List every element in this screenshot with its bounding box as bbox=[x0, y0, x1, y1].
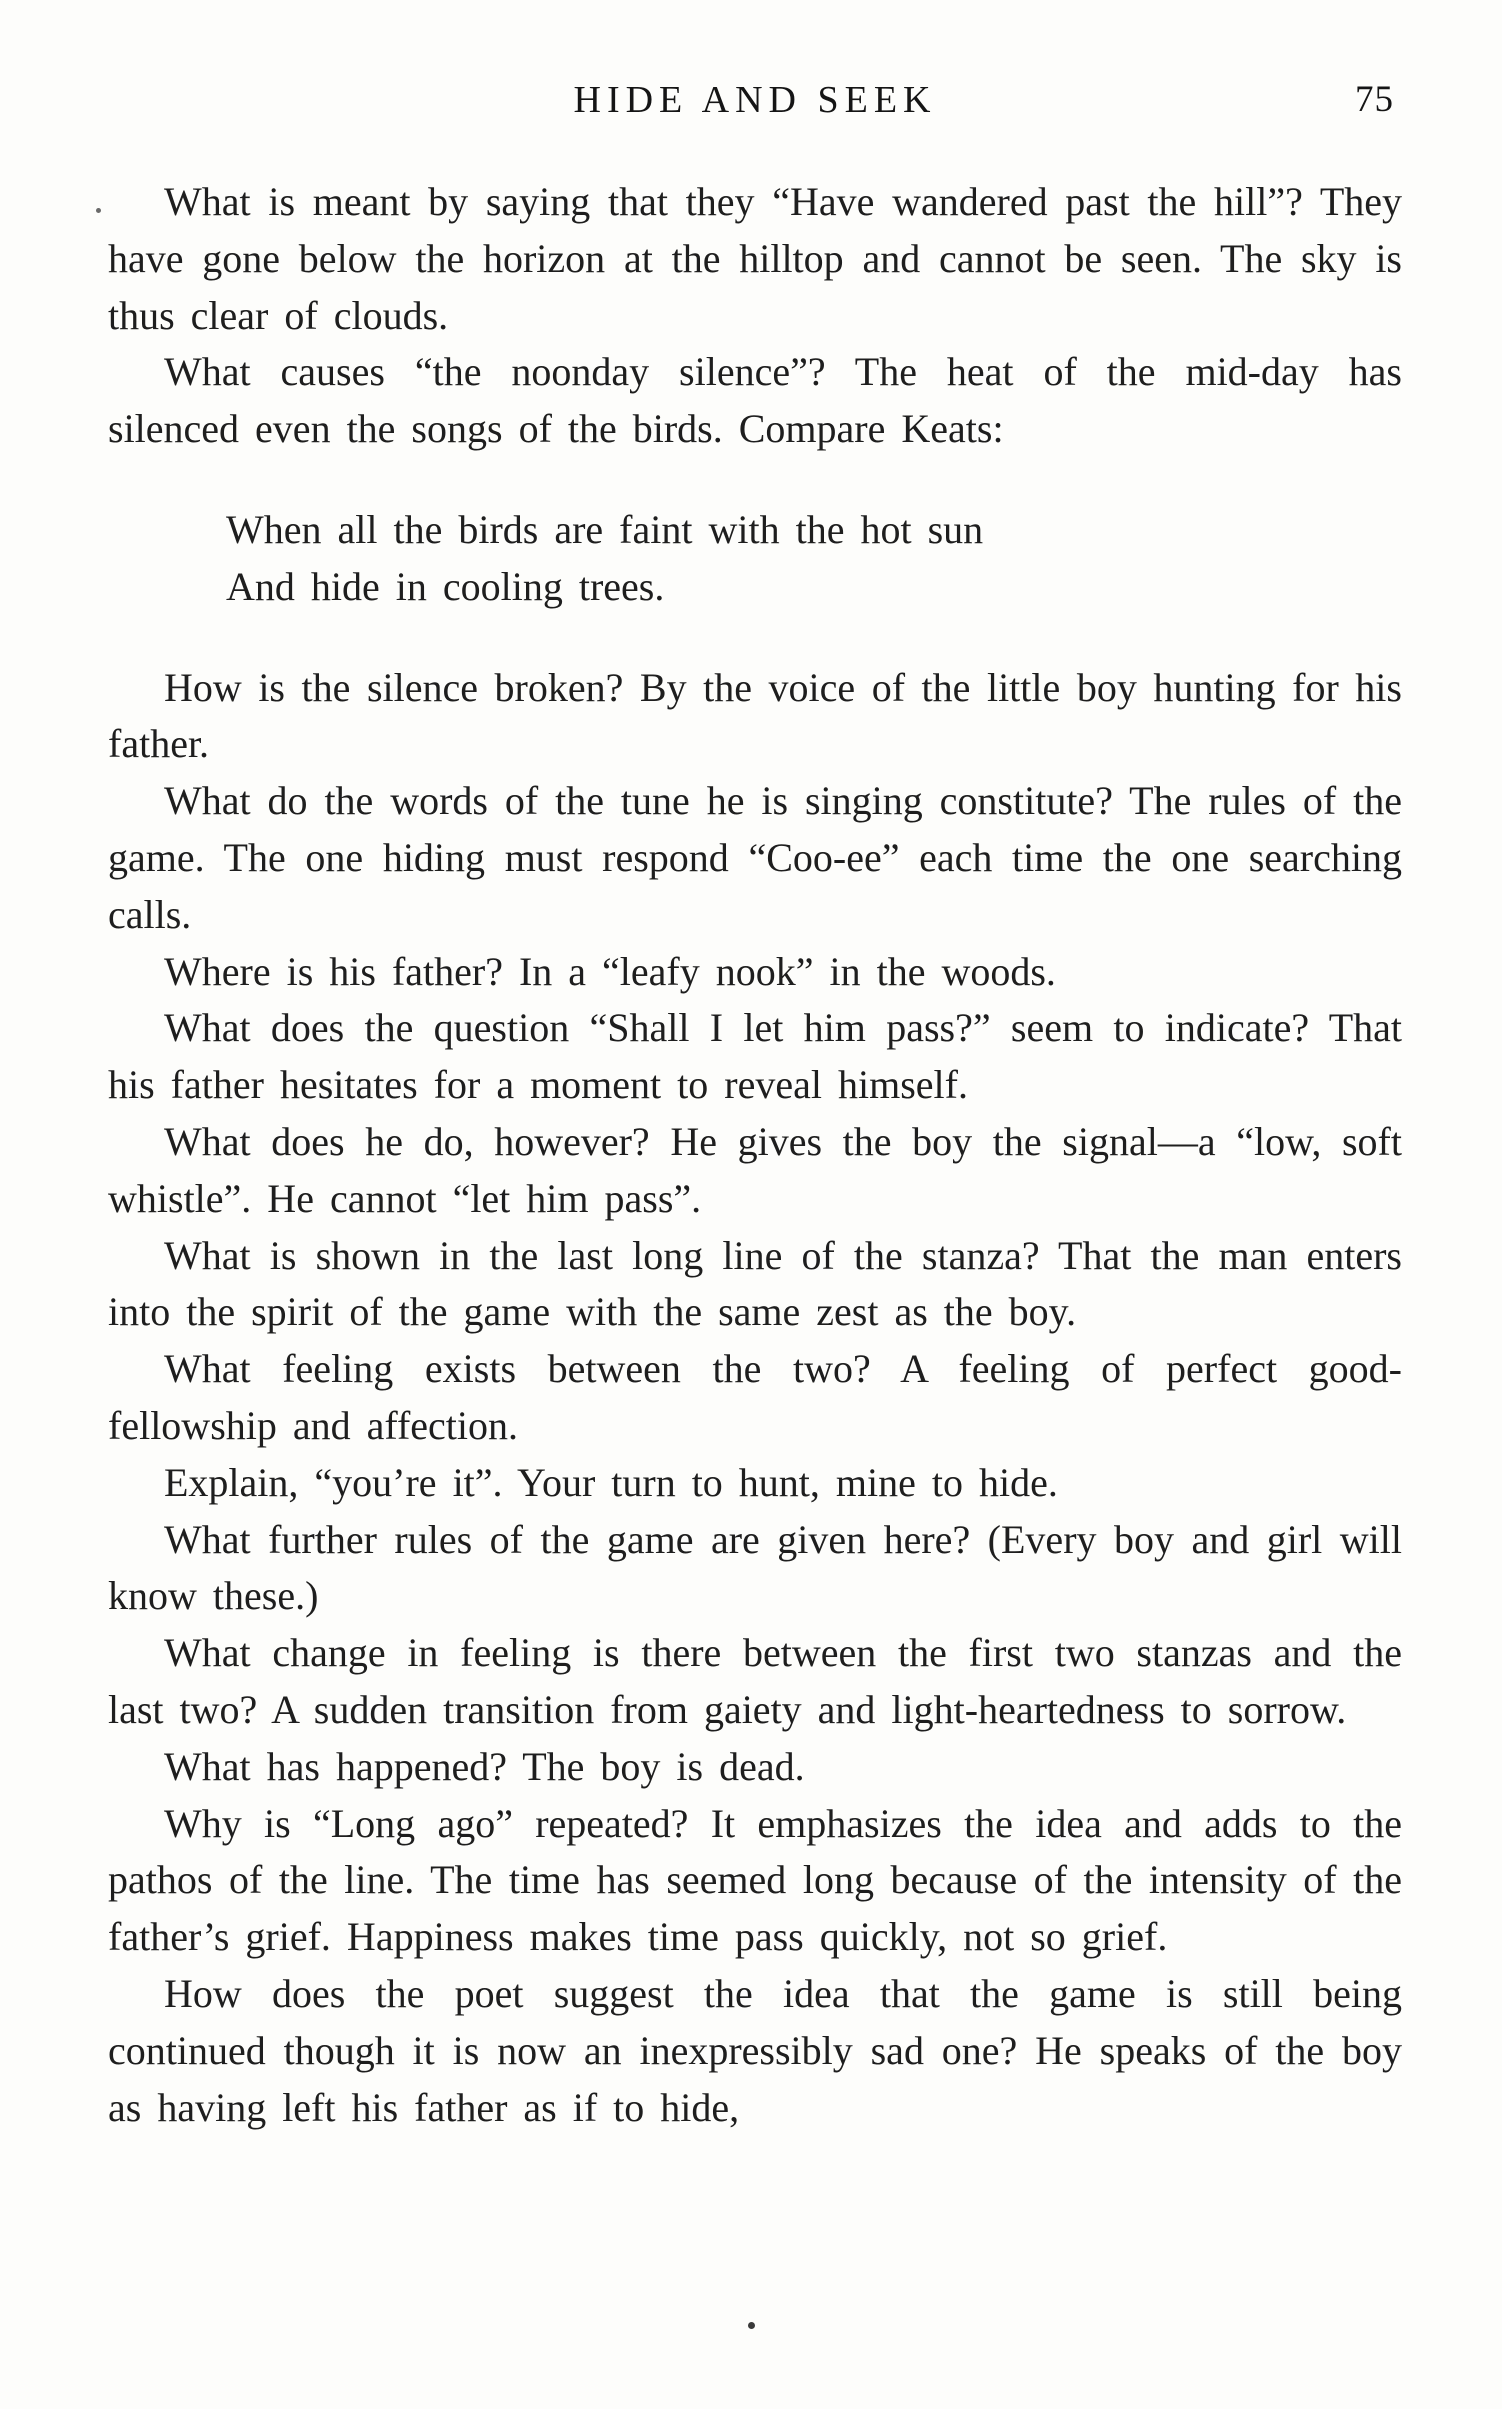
qa-paragraph: How is the silence broken? By the voice of the little boy hunting for his father. bbox=[108, 664, 1402, 767]
qa-paragraph: What is meant by saying that they “Have wandered past the hill”? They have gone below the horizon at the hilltop and cannot be seen. The sky is thus clear of clouds. bbox=[108, 179, 1402, 338]
qa-paragraph: Explain, “you’re it”. Your turn to hunt, mine to hide. bbox=[164, 1459, 1058, 1505]
running-title: HIDE AND SEEK bbox=[573, 79, 937, 121]
qa-paragraph: Where is his father? In a “leafy nook” in the woods. bbox=[164, 948, 1056, 994]
qa-paragraph: What has happened? The boy is dead. bbox=[164, 1743, 805, 1789]
qa-paragraph: What change in feeling is there between the first two stanzas and the last two? A sudden transition from gaiety and light-heartedness to sorrow. bbox=[108, 1630, 1402, 1732]
qa-paragraph: What further rules of the game are given here? (Every boy and girl will know these.) bbox=[108, 1516, 1402, 1619]
page-number: 75 bbox=[1355, 79, 1394, 120]
page-header bbox=[108, 78, 1402, 122]
qa-paragraph: How does the poet suggest the idea that the game is still being continued though it is now an inexpressibly sad one? He speaks of the boy as having left his father as if to hide, bbox=[108, 1970, 1402, 2130]
verse-quote bbox=[226, 502, 1402, 616]
qa-paragraph: What feeling exists between the two? A feeling of perfect good-fellowship and affection. bbox=[108, 1346, 1402, 1448]
verse-line: And hide in cooling trees. bbox=[226, 563, 665, 609]
qa-paragraph: What do the words of the tune he is singing constitute? The rules of the game. The one hiding must respond “Coo-ee” each time the one searching calls. bbox=[108, 778, 1402, 937]
qa-paragraph: What does the question “Shall I let him pass?” seem to indicate? That his father hesitates for a moment to reveal himself. bbox=[108, 1005, 1402, 1108]
qa-paragraph: What causes “the noonday silence”? The heat of the mid-day has silenced even the songs of the birds. Compare Keats: bbox=[108, 349, 1402, 452]
verse-line: When all the birds are faint with the hot sun bbox=[226, 506, 984, 552]
qa-paragraph: What does he do, however? He gives the boy the signal—a “low, soft whistle”. He cannot “let him pass”. bbox=[108, 1118, 1402, 1221]
text-block bbox=[108, 174, 1402, 2136]
qa-paragraph: What is shown in the last long line of the stanza? That the man enters into the spirit of the game with the same zest as the boy. bbox=[108, 1232, 1402, 1335]
qa-paragraph: Why is “Long ago” repeated? It emphasizes the idea and adds to the pathos of the line. The time has seemed long because of the intensity of the father’s grief. Happiness makes time pass quickly, not so grief. bbox=[108, 1800, 1402, 1960]
ink-mark bbox=[96, 208, 101, 213]
ink-mark bbox=[748, 2322, 755, 2329]
